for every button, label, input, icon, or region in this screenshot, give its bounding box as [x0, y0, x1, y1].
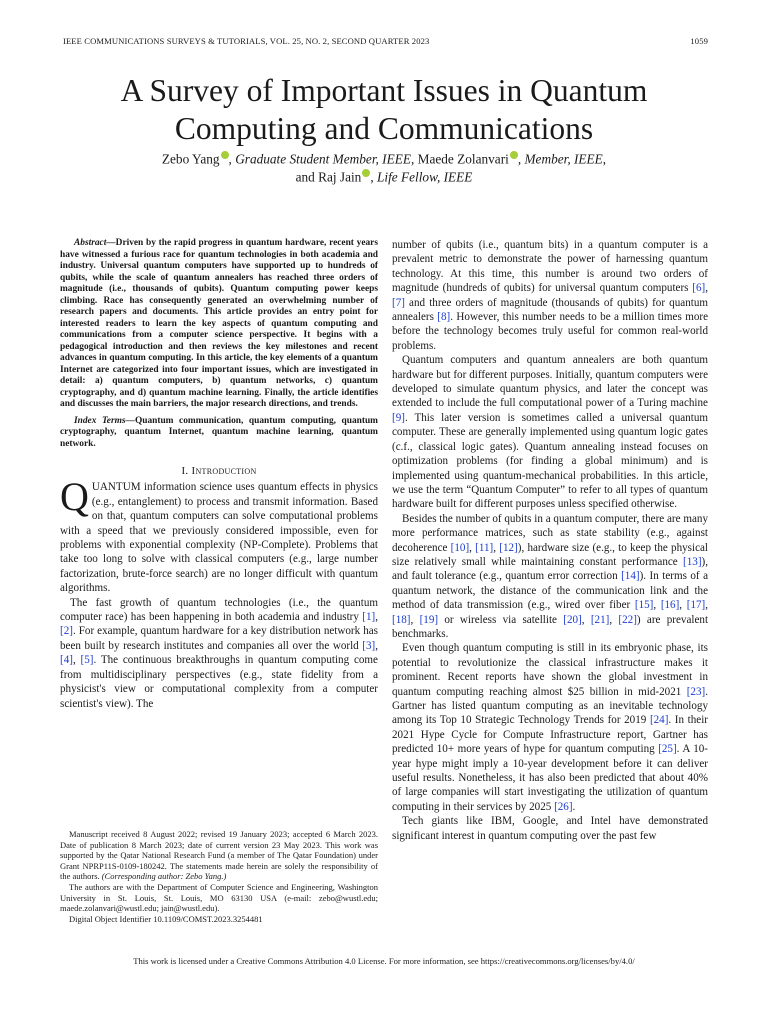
intro-paragraph-2: The fast growth of quantum technologies (i.e., the quantum computer race) has been happening in both academia and industry [1], [2]. For example, quantum hardware for a key distribution network has been built by research institutes and companies all over the world [3], [4], [5]. The continuous breakthroughs in quantum computing come from multidisciplinary perspectives (e.g., state fidelity from a physicist's view or computational complexity from a computer scientist's view). The: [60, 596, 378, 710]
citation-link[interactable]: [23]: [686, 685, 706, 698]
index-terms-text: Quantum communication, quantum computing, quantum cryptography, quantum Internet, quantum machine learning, quantum network.: [60, 415, 378, 449]
citation-link[interactable]: [6]: [692, 282, 706, 295]
citation-link[interactable]: [4]: [60, 654, 73, 667]
footnote-block: [60, 829, 378, 924]
index-terms: [60, 416, 378, 451]
author-list: Zebo Yang , Graduate Student Member, IEEE, Maede Zolanvari , Member, IEEE, and Raj Jain , Life Fellow, IEEE: [161, 151, 607, 185]
corresponding-author: (Corresponding author: Zebo Yang.): [101, 871, 227, 882]
right-paragraph-5: Tech giants like IBM, Google, and Intel have demonstrated significant interest in quantum computing over the past few: [392, 815, 708, 842]
title-line-2: Computing and Communications: [174, 111, 594, 146]
citation-link[interactable]: [21]: [590, 613, 610, 626]
section-numeral: I.: [181, 465, 189, 477]
index-terms-label: Index Terms—: [74, 415, 135, 426]
author-1-role: Graduate Student Member, IEEE: [235, 151, 411, 167]
intro-paragraph-1: QUANTUM information science uses quantum effects in physics (e.g., entanglement) to process and transmit information. Based on that, quantum computers can solve computational problems with a speed that we previously considered impossible, even for problems with exponential complexity (NP-Complete). Problems that take too long to solve with classical computers (e.g., large number factorization, brute-force search) are no longer difficult with quantum algorithms.: [60, 474, 378, 595]
page-number: 1059: [690, 36, 708, 46]
footnote-manuscript: Manuscript received 8 August 2022; revised 19 January 2023; accepted 6 March 2023. Date of publication 8 March 2023; date of current version 23 May 2023. This work was supported by the Qatar National Research Fund (a member of The Qatar Foundation) under Grant NPRP11S-0109-180242. The statements made herein are solely the responsibility of the authors. (Corresponding author: Zebo Yang.): [60, 829, 378, 882]
citation-link[interactable]: [9]: [392, 411, 405, 424]
citation-link[interactable]: [19]: [419, 613, 439, 626]
section-heading: [60, 464, 378, 478]
orcid-icon[interactable]: [510, 151, 518, 159]
left-column: [60, 238, 378, 711]
author-3-role: Life Fellow, IEEE: [377, 169, 473, 185]
citation-link[interactable]: [5]: [80, 654, 94, 667]
running-header: [63, 36, 708, 46]
drop-cap: Q: [60, 474, 89, 520]
orcid-icon[interactable]: [362, 169, 370, 177]
footnote-affiliation: The authors are with the Department of Computer Science and Engineering, Washington University in St. Louis, St. Louis, MO 63130 USA (e-mail: zebo@wustl.edu; maede.zolanvari@wustl.edu; jain@wustl.edu).: [60, 881, 378, 914]
journal-name: IEEE COMMUNICATIONS SURVEYS & TUTORIALS, VOL. 25, NO. 2, SECOND QUARTER 2023: [63, 36, 430, 46]
citation-link[interactable]: [16]: [660, 599, 680, 612]
citation-link[interactable]: [17]: [686, 599, 706, 612]
author-1-name: Zebo Yang: [161, 151, 220, 167]
citation-link[interactable]: [20]: [563, 613, 582, 626]
author-3-name: Raj Jain: [318, 169, 362, 185]
author-2-name: Maede Zolanvari: [417, 151, 509, 167]
citation-link[interactable]: [22]: [618, 613, 637, 626]
citation-link[interactable]: [26]: [554, 800, 573, 813]
citation-link[interactable]: [13]: [683, 555, 702, 568]
citation-link[interactable]: [25]: [658, 743, 677, 756]
citation-link[interactable]: [1]: [362, 611, 376, 624]
citation-link[interactable]: [18]: [392, 613, 411, 626]
section-title: Introduction: [191, 465, 257, 477]
citation-link[interactable]: [3]: [362, 639, 376, 652]
citation-link[interactable]: [12]: [499, 541, 518, 554]
citation-link[interactable]: [10]: [450, 541, 470, 554]
right-paragraph-1: number of qubits (i.e., quantum bits) in a quantum computer is a prevalent metric to demonstrate the power of harnessing quantum technology. At this time, this number is around two orders of magnitude (hundreds of qubits) for universal quantum computers [6], [7] and three orders of magnitude (thousands of qubits) for quantum annealers [8]. However, this number needs to be a million times more before the technology becomes truly useful for common real-world problems.: [392, 239, 708, 352]
citation-link[interactable]: [8]: [437, 311, 451, 324]
citation-link[interactable]: [7]: [392, 296, 405, 309]
footnote-doi: Digital Object Identifier 10.1109/COMST.2023.3254481: [69, 913, 263, 924]
citation-link[interactable]: [15]: [634, 599, 654, 612]
citation-link[interactable]: [2]: [60, 625, 73, 638]
right-paragraph-4: Even though quantum computing is still in its embryonic phase, its potential to revolutionize the classical infrastructure makes it prominent. Recent reports have shown the global investment in quantum computing reaching almost $25 billion in mid-2021 [23]. Gartner has listed quantum computing as an inevitable technology among its Top 10 Strategic Technology Trends for 2019 [24]. In their 2021 Hype Cycle for Compute Infrastructure report, Gartner has predicted 10+ more years of hype for quantum computing [25]. A 10-year hype might imply a 10-year development before it can deliver useful results. Nonetheless, it has also been predicted that about 40% of large companies will start investigating the utilization of quantum computing in their services by 2025 [26].: [392, 642, 708, 813]
orcid-icon[interactable]: [221, 151, 229, 159]
license-notice: This work is licensed under a Creative Commons Attribution 4.0 License. For more information, see https://creativecommons.org/licenses/by/4.0/: [133, 956, 635, 966]
citation-link[interactable]: [24]: [649, 714, 669, 727]
title-line-1: A Survey of Important Issues in Quantum: [120, 73, 648, 108]
paper-title: [40, 72, 728, 148]
right-column: [392, 238, 708, 843]
right-paragraph-2: Quantum computers and quantum annealers are both quantum hardware but for different purposes. Initially, quantum computers were developed to simulate quantum physics, and later the concept was extended to include the full computational power of a Turing machine [9]. This later version is sometimes called a universal quantum computer. These are generally implemented using quantum logic gates (c.f., classical logic gates). Quantum annealing instead focuses on optimization problems (for finding a global minimum) and is implemented using quantum-mechanical probabilities. In this article, we use the term “Quantum Computer” to refer to all types of quantum hardware built for different purposes unless specified otherwise.: [392, 354, 708, 511]
citation-link[interactable]: [14]: [621, 570, 640, 583]
abstract: [60, 238, 378, 411]
right-paragraph-3: Besides the number of qubits in a quantum computer, there are many more performance matrices, such as state stability (e.g., against decoherence [10], [11], [12]), hardware size (e.g., to keep the physical size relatively small while maintaining constant performance [13]), and fault tolerance (e.g., quantum error correction [14]). In terms of a quantum network, the distance of the communication link and the method of data transmission (e.g., wired over fiber [15], [16], [17], [18], [19] or wireless via satellite [20], [21], [22]) are prevalent benchmarks.: [392, 512, 709, 640]
abstract-text: Driven by the rapid progress in quantum hardware, recent years have witnessed a furious race for quantum technologies in both academia and industry. Universal quantum computers have supported up to hundreds of qubits, while the scale of quantum annealers has reached three orders of magnitude (i.e., thousands of qubits). Quantum computing power keeps climbing. Race has consequently generated an overwhelming number of research papers and documents. This article provides an entry point for interested readers to learn the key aspects of quantum computing and communications from a computer science perspective. It begins with a pedagogical introduction and then reviews the key milestones and recent advances in quantum computing. In this article, the key elements of a quantum Internet are categorized into four important issues, which are investigated in detail: a) quantum computers, b) quantum networks, c) quantum cryptography, and d) quantum machine learning. Finally, the article identifies and discusses the main barriers, the major research directions, and trends.: [60, 238, 378, 409]
abstract-label: Abstract—: [74, 238, 116, 248]
citation-link[interactable]: [11]: [475, 541, 494, 554]
author-2-role: Member, IEEE: [524, 151, 603, 167]
